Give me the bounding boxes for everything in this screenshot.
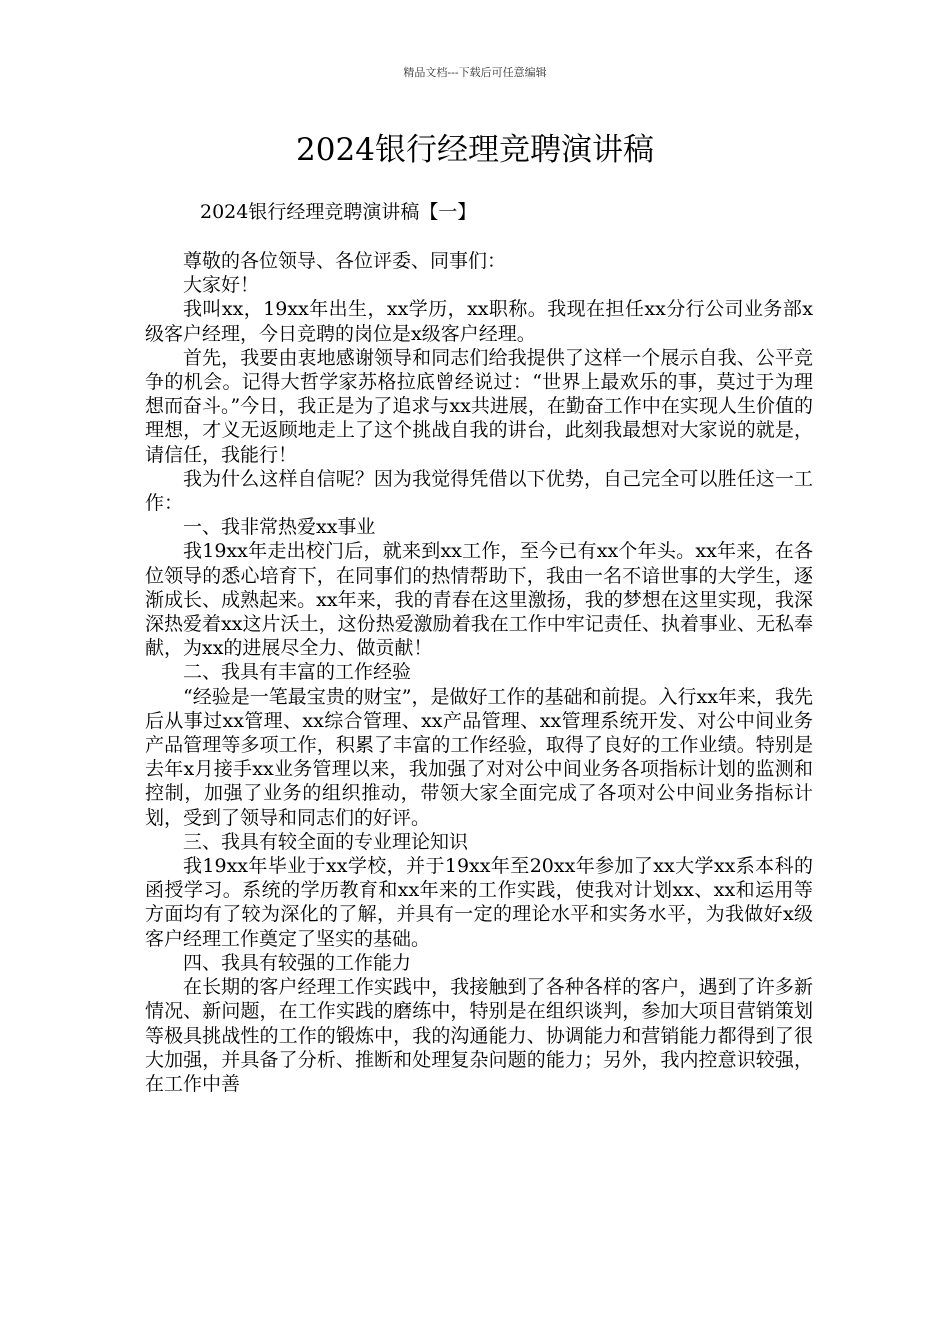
paragraph-introduction: 我叫xx，19xx年出生，xx学历，xx职称。我现在担任xx分行公司业务部x级客户经理，今日竞聘的岗位是x级客户经理。 — [145, 298, 813, 345]
section-heading-4: 四、我具有较强的工作能力 — [183, 951, 412, 974]
paragraph-thanks: 首先，我要由衷地感谢领导和同志们给我提供了这样一个展示自我、公平竞争的机会。记得大哲学家苏格拉底曾经说过：“世界上最欢乐的事，莫过于为理想而奋斗。”今日，我正是为了追求与xx共进展，在勤奋工作中在实现人生价值的理想，才义无返顾地走上了这个挑战自我的讲台，此刻我最想对大家说的就是，请信任，我能行！ — [145, 346, 813, 466]
paragraph-confidence: 我为什么这样自信呢？因为我觉得凭借以下优势，自己完全可以胜任这一工作： — [145, 467, 813, 515]
section-heading-1: 一、我非常热爱xx事业 — [183, 516, 376, 539]
paragraph-section-2: “经验是一笔最宝贵的财宝”，是做好工作的基础和前提。入行xx年来，我先后从事过xx管理、xx综合管理、xx产品管理、xx管理系统开发、对公中间业务产品管理等多项工作，积累了丰富的工作经验，取得了良好的工作业绩。特别是去年x月接手xx业务管理以来，我加强了对对公中间业务各项指标计划的监测和控制，加强了业务的组织推动，带领大家全面完成了各项对公中间业务指标计划，受到了领导和同志们的好评。 — [145, 685, 813, 829]
section-heading-3: 三、我具有较全面的专业理论知识 — [183, 830, 469, 853]
header-note: 精品文档---下载后可任意编辑 — [403, 66, 547, 79]
paragraph-greeting: 大家好！ — [183, 274, 260, 297]
paragraph-section-3: 我19xx年毕业于xx学校，并于19xx年至20xx年参加了xx大学xx系本科的函授学习。系统的学历教育和xx年来的工作实践，使我对计划xx、xx和运用等方面均有了较为深化的了解，并具有一定的理论水平和实务水平，为我做好x级客户经理工作奠定了坚实的基础。 — [145, 855, 813, 950]
document-body — [145, 249, 813, 1096]
document-title: 2024银行经理竞聘演讲稿 — [296, 132, 654, 168]
paragraph-section-1: 我19xx年走出校门后，就来到xx工作，至今已有xx个年头。xx年来，在各位领导的悉心培育下，在同事们的热情帮助下，我由一名不谙世事的大学生，逐渐成长、成熟起来。xx年来，我的青春在这里激扬，我的梦想在这里实现，我深深热爱着xx这片沃土，这份热爱激励着我在工作中牢记责任、执着事业、无私奉献，为xx的进展尽全力、做贡献！ — [145, 540, 813, 660]
document-subtitle: 2024银行经理竞聘演讲稿【一】 — [200, 201, 477, 223]
paragraph-salutation: 尊敬的各位领导、各位评委、同事们： — [183, 250, 507, 272]
section-heading-2: 二、我具有丰富的工作经验 — [183, 661, 412, 684]
paragraph-section-4: 在长期的客户经理工作实践中，我接触到了各种各样的客户，遇到了许多新情况、新问题，在工作实践的磨练中，特别是在组织谈判，参加大项目营销策划等极具挑战性的工作的锻炼中，我的沟通能力、协调能力和营销能力都得到了很大加强，并具备了分析、推断和处理复杂问题的能力；另外，我内控意识较强，在工作中善 — [145, 976, 813, 1095]
